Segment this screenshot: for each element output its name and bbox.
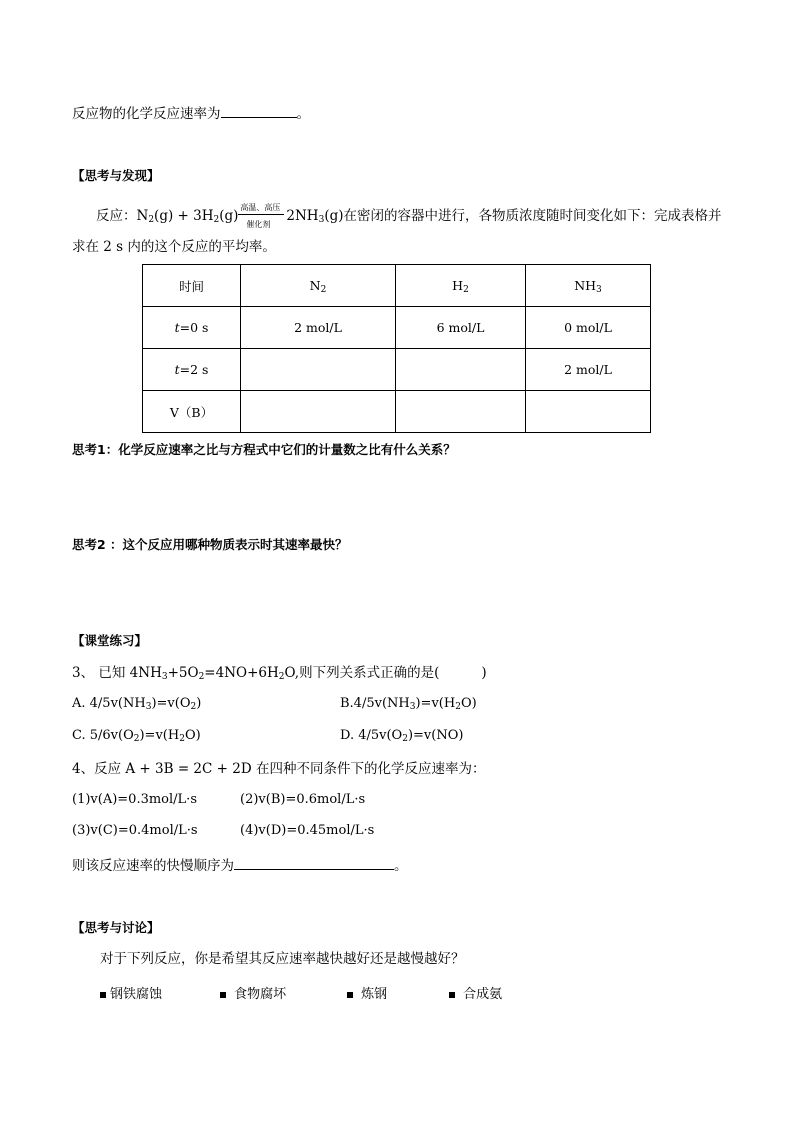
row-rate — [143, 391, 241, 433]
opt-c-1: C. 5/6v(O — [72, 728, 134, 743]
opt-b-3: O) — [460, 696, 477, 711]
option-c[interactable] — [72, 728, 201, 743]
row-time — [143, 307, 241, 349]
header-time: 时间 — [143, 265, 241, 307]
list-item — [220, 983, 286, 1002]
option-d[interactable] — [340, 728, 463, 743]
cell-h2[interactable] — [396, 391, 526, 433]
opt-c-3: O) — [184, 728, 201, 743]
order-answer-blank[interactable] — [234, 855, 394, 870]
ex4-order-text: 则该反应速率的快慢顺序为 — [72, 858, 234, 874]
ex3-e: ) — [481, 665, 487, 681]
question-2: 思考2 ：这个反应用哪种物质表示时其速率最快？ — [72, 537, 348, 552]
opt-a-sub1: 3 — [145, 702, 152, 712]
ex4-order-line — [72, 855, 408, 875]
opt-d-sub1: 2 — [402, 734, 408, 744]
header-nh3-text: NH — [574, 278, 597, 293]
time-var: t — [174, 320, 180, 335]
header-n2-text: N — [309, 278, 321, 293]
header-nh3-sub: 3 — [596, 285, 602, 295]
header-n2 — [241, 265, 396, 307]
reaction-rest: (g)在密闭的容器中进行，各物质浓度随时间变化如下：完成表格并 — [324, 208, 722, 224]
cell-n2[interactable] — [241, 349, 396, 391]
ex3-sub3: 2 — [278, 672, 285, 682]
nh3-subscript: 3 — [318, 215, 325, 225]
square-bullet-icon — [100, 992, 106, 998]
section-title-discover: 【思考与发现】 — [72, 168, 160, 183]
intro-text: 反应物的化学反应速率为 — [72, 106, 221, 122]
option-a[interactable] — [72, 696, 201, 711]
ex3-c: =4NO+6H — [204, 665, 279, 681]
header-h2-text: H — [452, 278, 464, 293]
ex3-b: +5O — [167, 665, 199, 681]
reaction-line — [96, 202, 722, 229]
table-row — [143, 349, 651, 391]
section-title-discussion: 【思考与讨论】 — [72, 920, 160, 935]
list-item — [100, 983, 162, 1002]
rate-label: V（B） — [169, 404, 214, 420]
time-var: t — [174, 362, 180, 377]
ex4-condition-4: (4)v(D)=0.45mol/L·s — [240, 823, 375, 838]
reaction-mid1: (g) + 3H — [154, 208, 214, 224]
option-b[interactable] — [340, 696, 477, 711]
square-bullet-icon — [449, 992, 455, 998]
ex3-sub1: 3 — [161, 672, 168, 682]
opt-a-3: ) — [196, 696, 202, 711]
ex4-condition-2: (2)v(B)=0.6mol/L·s — [240, 792, 366, 807]
ex4-condition-1: (1)v(A)=0.3mol/L·s — [72, 792, 197, 807]
reaction-prefix: 反应：N — [96, 208, 149, 224]
reaction-product: 2NH — [286, 208, 319, 224]
table-header-row — [143, 265, 651, 307]
exercise-4-stem: 4、反应 A + 3B = 2C + 2D 在四种不同条件下的化学反应速率为： — [72, 761, 486, 777]
ex4-condition-3: (3)v(C)=0.4mol/L·s — [72, 823, 198, 838]
time-value: =0 s — [179, 320, 209, 335]
cell-n2: 2 mol/L — [241, 307, 396, 349]
item-label: 钢铁腐蚀 — [110, 987, 163, 1002]
opt-b-sub2: 2 — [455, 702, 461, 712]
question-1: 思考1：化学反应速率之比与方程式中它们的计量数之比有什么关系？ — [72, 442, 456, 457]
cell-nh3: 2 mol/L — [526, 349, 651, 391]
table-row — [143, 391, 651, 433]
header-n2-sub: 2 — [320, 285, 327, 295]
cell-h2[interactable] — [396, 349, 526, 391]
cell-nh3: 0 mol/L — [526, 307, 651, 349]
opt-d-2: )=v(NO) — [407, 728, 464, 743]
header-nh3 — [526, 265, 651, 307]
opt-c-2: )=v(H — [139, 728, 180, 743]
item-label: 食物腐坏 — [234, 987, 287, 1002]
opt-b-sub1: 3 — [409, 702, 416, 712]
list-item — [347, 983, 387, 1002]
opt-a-sub2: 2 — [190, 702, 197, 712]
cell-h2: 6 mol/L — [396, 307, 526, 349]
answer-blank[interactable] — [221, 103, 297, 118]
ex3-a: 3、 已知 4NH — [72, 665, 162, 681]
condition-bar — [238, 214, 284, 215]
opt-c-sub2: 2 — [179, 734, 185, 744]
opt-b-1: B.4/5v(NH — [340, 696, 410, 711]
square-bullet-icon — [347, 992, 353, 998]
ex3-d: O,则下列关系式正确的是( — [284, 665, 440, 681]
exercise-3-stem — [72, 664, 487, 682]
opt-a-1: A. 4/5v(NH — [72, 696, 146, 711]
header-h2 — [396, 265, 526, 307]
reaction-mid2: (g) — [219, 208, 239, 224]
opt-b-2: )=v(H — [415, 696, 456, 711]
cell-nh3[interactable] — [526, 391, 651, 433]
list-item — [449, 983, 502, 1002]
n2-subscript: 2 — [148, 215, 155, 225]
discussion-prompt: 对于下列反应，你是希望其反应速率越快越好还是越慢越好？ — [100, 951, 465, 967]
ex4-order-end: 。 — [394, 858, 408, 874]
opt-c-sub1: 2 — [133, 734, 140, 744]
ex3-sub2: 2 — [198, 672, 205, 682]
intro-line — [72, 103, 310, 123]
item-label: 合成氨 — [463, 987, 503, 1002]
row-time — [143, 349, 241, 391]
opt-a-2: )=v(O — [151, 696, 191, 711]
header-h2-sub: 2 — [463, 285, 469, 295]
opt-d-1: D. 4/5v(O — [340, 728, 403, 743]
section-title-practice: 【课堂练习】 — [72, 633, 148, 648]
reaction-line-2: 求在 2 s 内的这个反应的平均率。 — [72, 239, 276, 255]
condition-bottom: 催化剂 — [246, 219, 271, 229]
time-value: =2 s — [179, 362, 209, 377]
reaction-condition-arrow — [238, 202, 286, 229]
item-label: 炼钢 — [361, 987, 388, 1002]
table-row — [143, 307, 651, 349]
concentration-table — [142, 264, 651, 433]
h2-subscript: 2 — [213, 215, 220, 225]
square-bullet-icon — [220, 992, 226, 998]
condition-top: 高温、高压 — [240, 202, 281, 212]
cell-n2[interactable] — [241, 391, 396, 433]
intro-end: 。 — [296, 106, 310, 122]
